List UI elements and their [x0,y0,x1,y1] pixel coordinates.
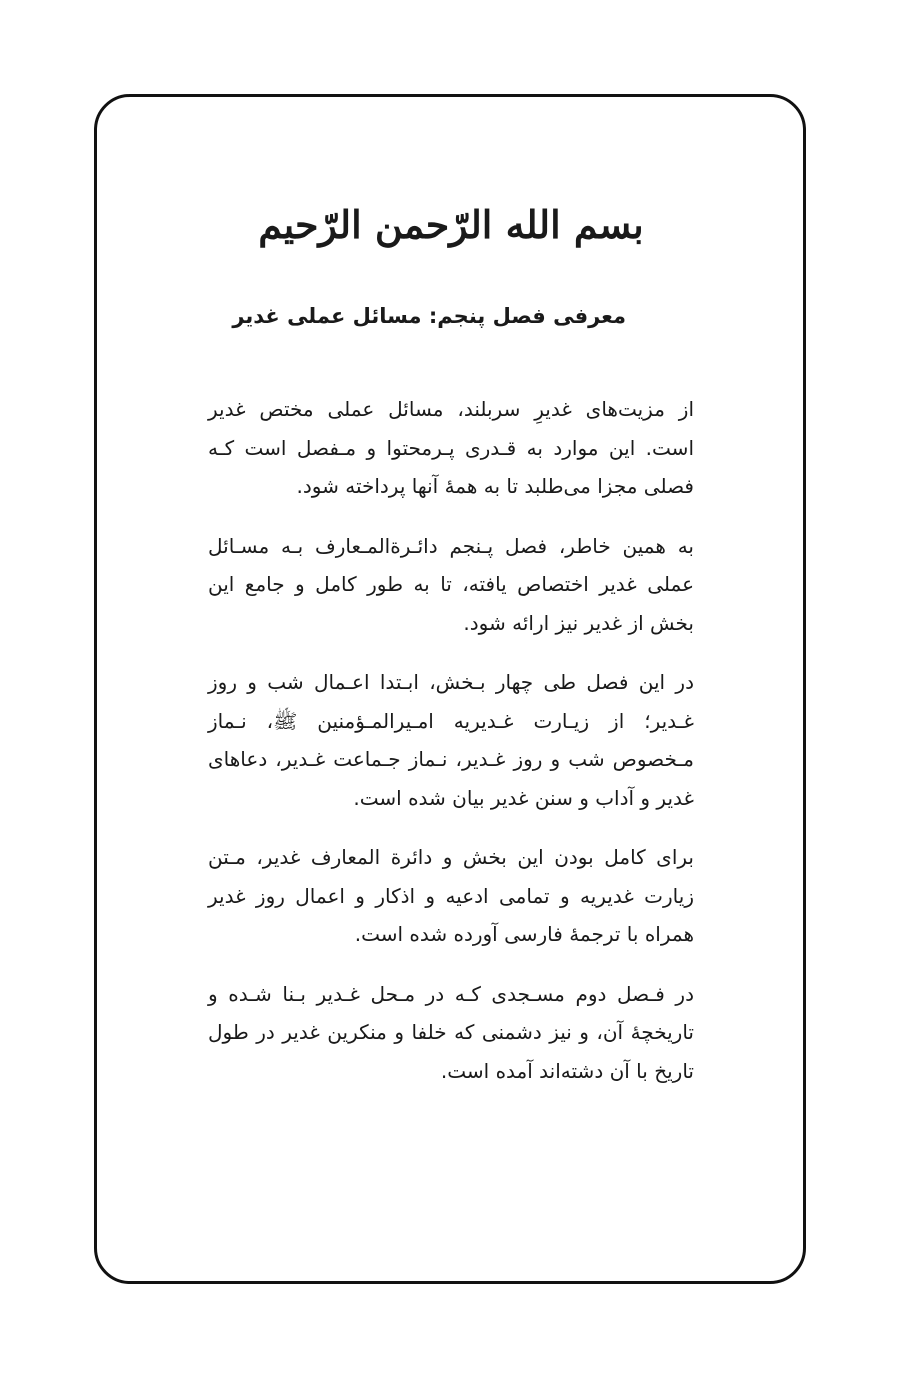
paragraph-4: برای کامل بودن این بخش و دائرة المعارف غدیر، مـتن زیارت غدیریه و تمامی ادعیه و اذکار و اعمال روز غدیر همراه با ترجمهٔ فارسی آورده شده است. [208,845,694,946]
page-content [208,190,694,1111]
basmala-heading: بسم الله الرّحمن الرّحيم [258,202,644,247]
paragraph-5: در فـصل دوم مسـجدی کـه در مـحل غـدیر بـنا شـده و تاریخچهٔ آن، و نیز دشمنی که خلفا و منکرین غدیر در طول تاریخ با آن دشته‌اند آمده است. [208,981,694,1083]
paragraph-2: به همین خاطر، فصل پـنجم دائـرة‌المـعارف بـه مسـائل عملی غدیر اختصاص یافته، تا به طور کامل و جامع این بخش از غدیر نیز ارائه شود. [208,533,694,635]
paragraph-3: در این فصل طی چهار بـخش، ابـتدا اعـمال شب و روز غـدیر؛ از زیـارت غـدیریه امـیرالمـؤمنین ﷺ، نـماز مـخصوص شب و روز غـدیر، نـماز جـماعت غـدیر، دعاهای غدیر و آداب و سنن غدیر بیان شده است. [208,670,694,810]
chapter-title: معرفی فصل پنجم: مسائل عملی غدیر [232,304,626,328]
paragraph-1: از مزیت‌های غدیرِ سربلند، مسائل عملی مختص غدیر است. این موارد به قـدری پـرمحتوا و مـفصل است کـه فصلی مجزا می‌طلبد تا به همهٔ آنها پرداخته شود. [208,397,694,498]
